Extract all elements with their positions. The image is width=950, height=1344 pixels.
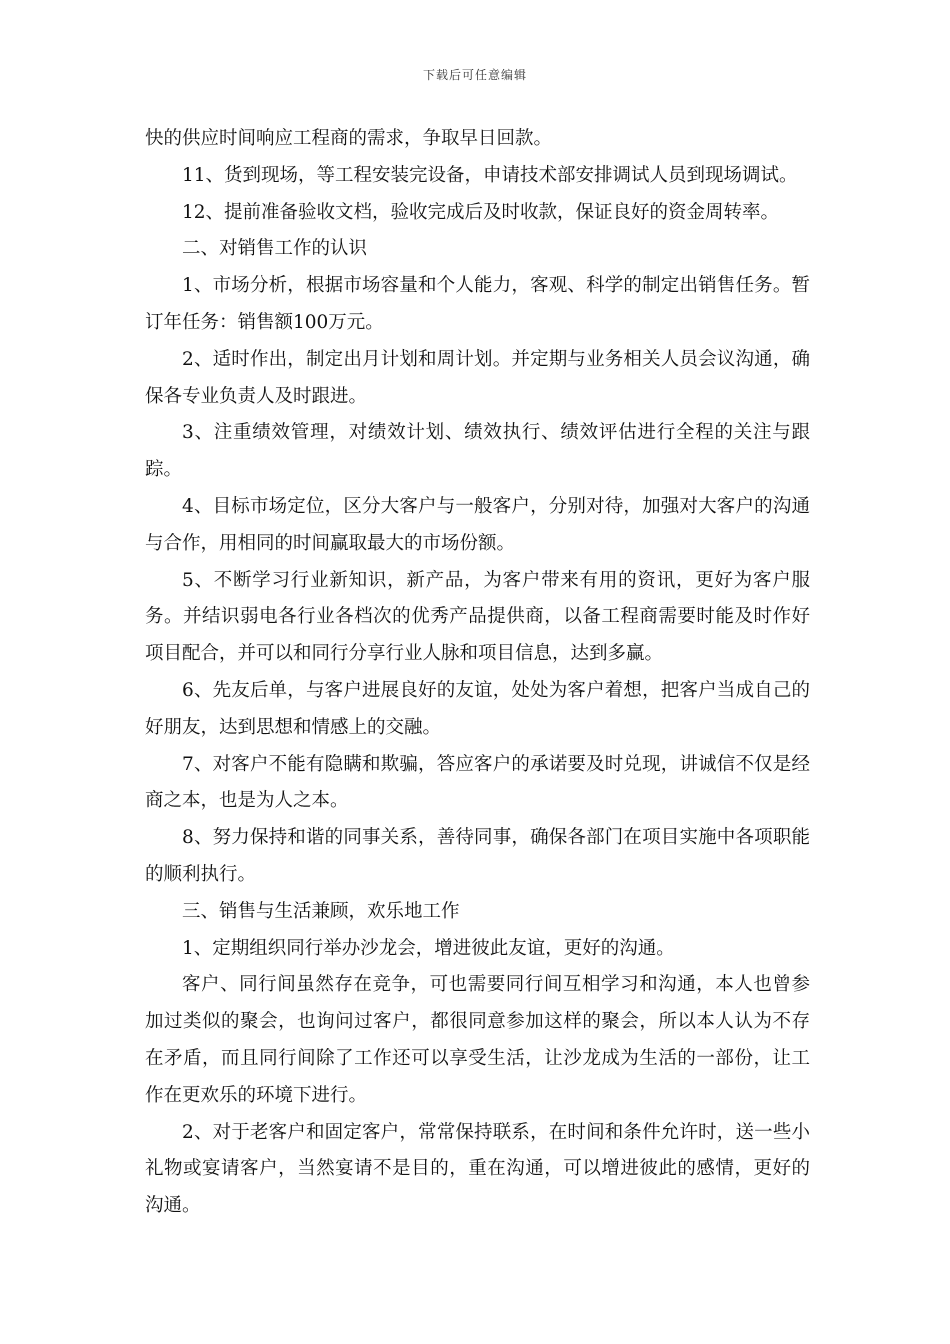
paragraph: 3、注重绩效管理，对绩效计划、绩效执行、绩效评估进行全程的关注与跟踪。 [145,422,810,481]
section-heading: 二、对销售工作的认识 [182,238,368,260]
paragraph: 4、目标市场定位，区分大客户与一般客户，分别对待，加强对大客户的沟通与合作，用相同的时间赢取最大的市场份额。 [145,495,810,554]
paragraph: 8、努力保持和谐的同事关系，善待同事，确保各部门在项目实施中各项职能的顺利执行。 [145,827,810,885]
section-heading: 三、销售与生活兼顾，欢乐地工作 [182,900,460,922]
paragraph: 5、不断学习行业新知识，新产品，为客户带来有用的资讯，更好为客户服务。并结识弱电各行业各档次的优秀产品提供商，以备工程商需要时能及时作好项目配合，并可以和同行分享行业人脉和项目信息，达到多赢。 [145,569,810,665]
paragraph: 2、对于老客户和固定客户，常常保持联系，在时间和条件允许时，送一些小礼物或宴请客户，当然宴请不是目的，重在沟通，可以增进彼此的感情，更好的沟通。 [145,1121,810,1217]
paragraph: 客户、同行间虽然存在竞争，可也需要同行间互相学习和沟通，本人也曾参加过类似的聚会，也询问过客户，都很同意参加这样的聚会，所以本人认为不存在矛盾，而且同行间除了工作还可以享受生活，让沙龙成为生活的一部份，让工作在更欢乐的环境下进行。 [145,974,810,1106]
page-header: 下载后可任意编辑 [422,68,527,82]
paragraph: 7、对客户不能有隐瞒和欺骗，答应客户的承诺要及时兑现，讲诚信不仅是经商之本，也是为人之本。 [145,753,810,812]
paragraph: 快的供应时间响应工程商的需求，争取早日回款。 [145,128,553,149]
document-body [145,121,810,1225]
paragraph: 1、定期组织同行举办沙龙会，增进彼此友谊，更好的沟通。 [182,937,675,959]
paragraph: 11、货到现场，等工程安装完设备，申请技术部安排调试人员到现场调试。 [182,164,798,186]
paragraph: 2、适时作出，制定出月计划和周计划。并定期与业务相关人员会议沟通，确保各专业负责人及时跟进。 [145,348,810,407]
paragraph: 1、市场分析，根据市场容量和个人能力，客观、科学的制定出销售任务。暂订年任务：销售额100万元。 [145,275,810,333]
paragraph: 6、先友后单，与客户进展良好的友谊，处处为客户着想，把客户当成自己的好朋友，达到思想和情感上的交融。 [145,679,810,738]
paragraph: 12、提前准备验收文档，验收完成后及时收款，保证良好的资金周转率。 [182,201,780,223]
